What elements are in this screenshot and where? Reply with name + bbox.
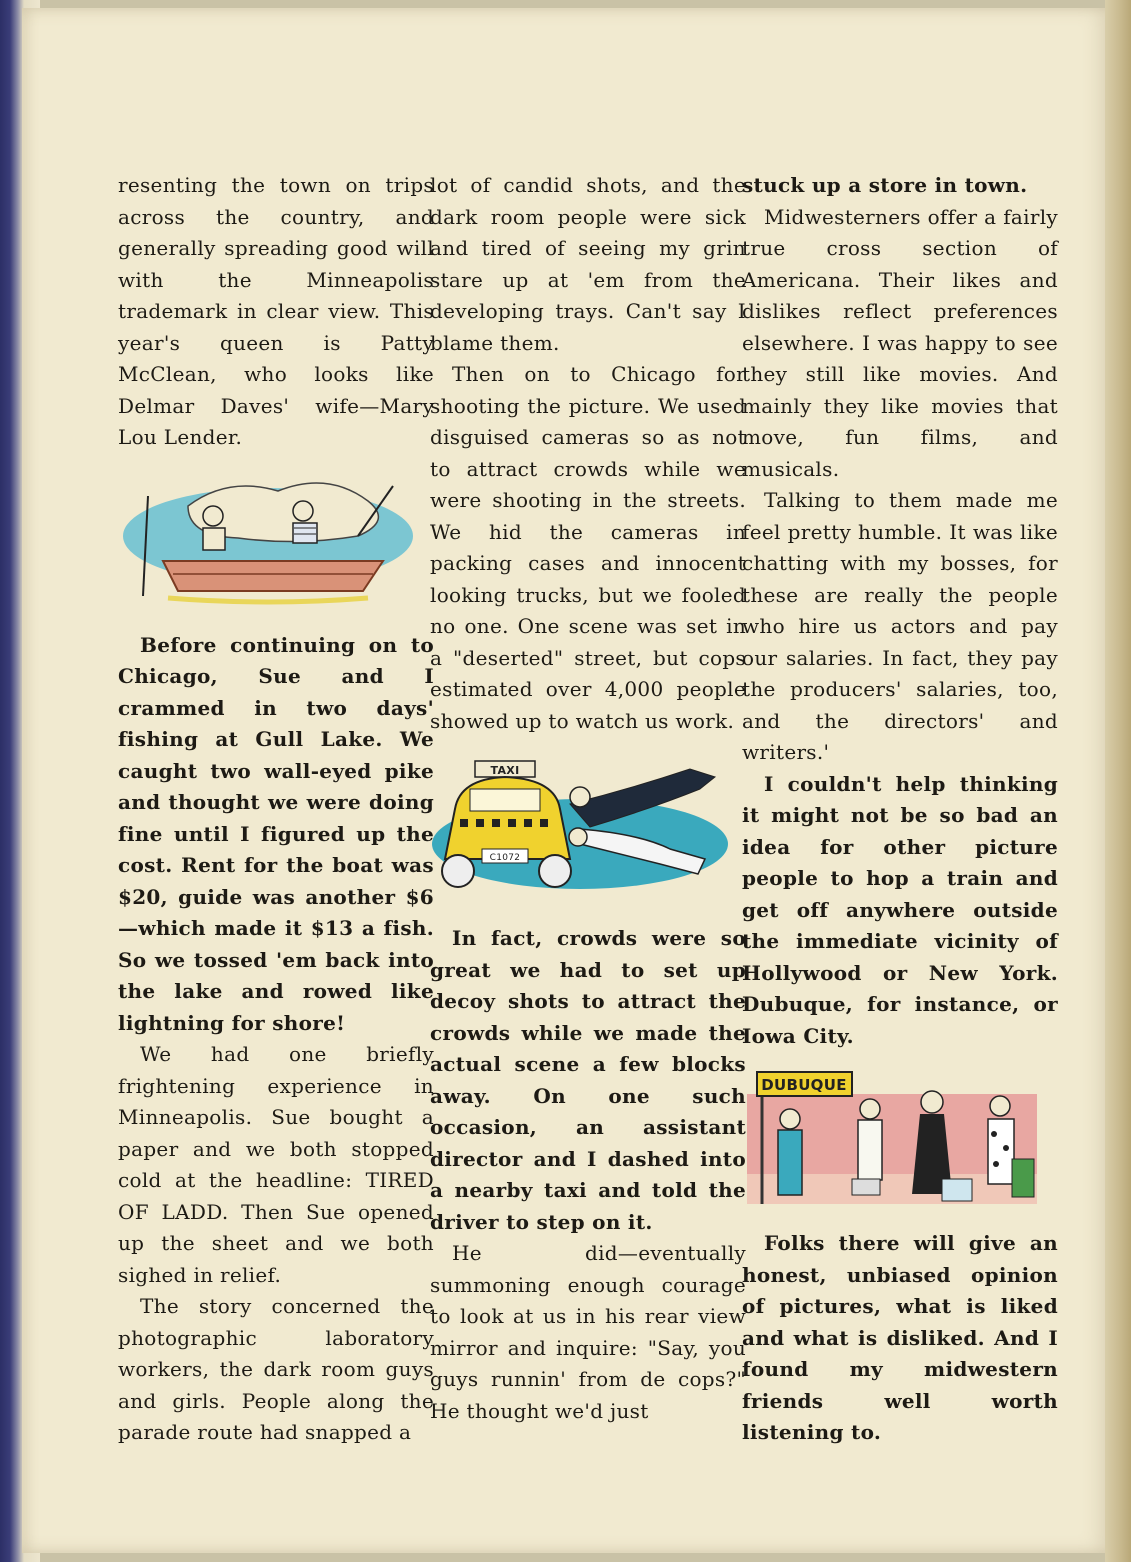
paragraph: The story concerned the photographic laboratory workers, the dark room guys and girls. People along the parade route had snapped a bbox=[118, 1294, 434, 1444]
dubuque-illustration bbox=[742, 1064, 1058, 1214]
text-column-3 bbox=[742, 170, 1058, 1449]
paragraph: stuck up a store in town. bbox=[742, 173, 1028, 197]
station-sign-label: DUBUQUE bbox=[761, 1076, 847, 1094]
paragraph: Talking to them made me feel pretty humble. It was like chatting with my bosses, for these are really the people who hire us actors and pay our salaries. In fact, they pay the producers' salaries, too, and the directors' and writers.' bbox=[742, 488, 1058, 764]
paragraph: Folks there will give an honest, unbiased opinion of pictures, what is liked and what is disliked. And I found my midwestern friends well worth listening to. bbox=[742, 1231, 1058, 1444]
paragraph: I couldn't help thinking it might not be so bad an idea for other picture people to hop a train and get off anywhere outside the immediate vicinity of Hollywood or New York. Dubuque, for instance, or Iowa City. bbox=[742, 771, 1058, 1048]
taxi-sign-label: TAXI bbox=[490, 764, 520, 777]
paragraph: lot of candid shots, and the dark room people were sick and tired of seeing my grin stare up at 'em from the developing trays. Can't say I blame them. bbox=[430, 173, 746, 355]
paragraph: Midwesterners offer a fairly true cross section of Americana. Their likes and dislikes reflect preferences elsewhere. I was happy to see they still like movies. And mainly they like movies that move, fun films, and musicals. bbox=[742, 204, 1058, 481]
fishing-boat-icon bbox=[118, 466, 418, 616]
page-edge bbox=[1105, 0, 1131, 1562]
paragraph: We had one briefly frightening experience in Minneapolis. Sue bought a paper and we both stopped cold at the headline: TIRED OF LADD. Then Sue opened up the sheet and we both sighed in relief. bbox=[118, 1042, 434, 1287]
taxi-illustration bbox=[430, 749, 746, 909]
text-column-1 bbox=[118, 170, 434, 1449]
paragraph: He did—eventually summoning enough courage to look at us in his rear view mirror and inquire: "Say, you guys runnin' from de cops?" He thought we'd just bbox=[430, 1241, 746, 1423]
paragraph: resenting the town on trips across the country, and generally spreading good will with the Minneapolis trademark in clear view. This year's queen is Patty McClean, who looks like Delmar Daves' wife—Mary Lou Lender. bbox=[118, 173, 434, 449]
paragraph: In fact, crowds were so great we had to set up decoy shots to attract the crowds while we made the actual scene a few blocks away. On one such occasion, an assistant director and I dashed into a nearby taxi and told the driver to step on it. bbox=[430, 926, 746, 1234]
paragraph: Then on to Chicago for shooting the picture. We used disguised cameras so as not to attract crowds while we were shooting in the streets. We hid the cameras in packing cases and innocent looking trucks, but we fooled no one. One scene was set in a "deserted" street, but cops estimated over 4,000 people showed up to watch us work. bbox=[430, 362, 746, 733]
fishing-illustration bbox=[118, 466, 434, 616]
taxi-icon bbox=[430, 749, 730, 909]
paragraph: Before continuing on to Chicago, Sue and I crammed in two days' fishing at Gull Lake. We caught two wall-eyed pike and thought we were doing fine until I figured up the cost. Rent for the boat was $20, guide was another $6—which made it $13 a fish. So we tossed 'em back into the lake and rowed like lightning for shore! bbox=[118, 632, 434, 1035]
station-greeting-icon bbox=[742, 1064, 1042, 1214]
text-column-2 bbox=[430, 170, 746, 1427]
taxi-plate-label: C1072 bbox=[489, 853, 521, 863]
